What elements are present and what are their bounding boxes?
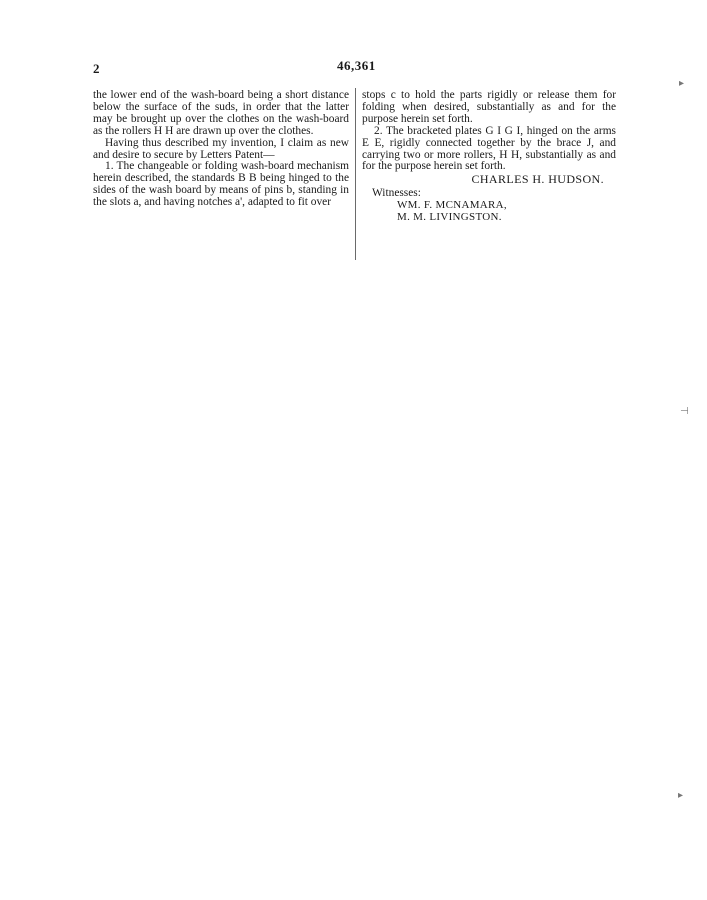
scan-mark: ⊣: [680, 406, 689, 417]
page-number: 2: [93, 61, 100, 76]
claim-intro: Having thus described my invention, I claim as new and desire to secure by Letters Patent—: [93, 136, 349, 161]
claim-1-continuation: stops c to hold the parts rigidly or release them for folding when desired, substantially as and for the purpose herein set forth.: [362, 89, 616, 125]
inventor-signature: CHARLES H. HUDSON.: [471, 172, 604, 187]
left-column: [93, 90, 349, 209]
witness-name: WM. F. MCNAMARA,: [397, 199, 507, 212]
claim-2: 2. The bracketed plates G I G I, hinged on the arms E E, rigidly connected together by the brace J, and carrying two or more rollers, H H, substantially as and for the purpose herein set forth.: [362, 124, 616, 173]
witness-name: M. M. LIVINGSTON.: [397, 211, 502, 224]
column-divider: [355, 88, 356, 260]
paragraph-continuation: the lower end of the wash-board being a short distance below the surface of the suds, in order that the latter may be brought up over the clothes on the wash-board as the rollers H H are drawn up over the clothes.: [93, 89, 349, 137]
scan-mark: ▸: [679, 78, 685, 89]
patent-number: 46,361: [337, 58, 376, 73]
right-column: [362, 90, 616, 224]
scan-mark: ▸: [678, 790, 684, 801]
claim-1: 1. The changeable or folding wash-board mechanism herein described, the standards B B being hinged to the sides of the wash board by means of pins b, standing in the slots a, and having notches a', adapted to fit over: [93, 160, 349, 209]
witnesses-label: Witnesses:: [372, 187, 421, 200]
